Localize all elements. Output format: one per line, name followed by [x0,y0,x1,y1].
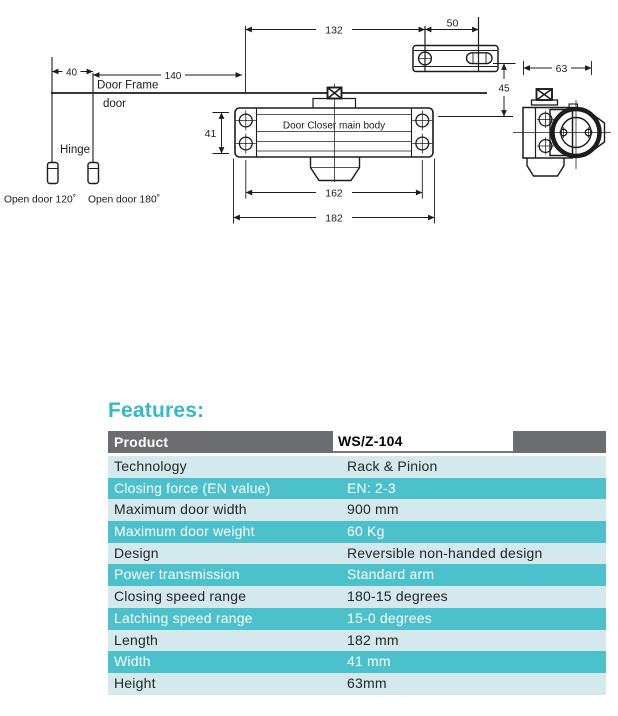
hinge-symbol-right [88,163,99,184]
row-label: Design [114,544,159,561]
row-label: Latching speed range [114,609,253,626]
side-spindle-icon [537,89,553,100]
dimension-132 [246,25,426,93]
table-row [108,456,606,478]
row-label: Maximum door width [114,501,247,518]
row-value: EN: 2-3 [347,479,396,496]
main-body-label: Door Closer main body [282,120,386,132]
dimension-41 [205,113,229,154]
row-value: 15-0 degrees [347,609,432,626]
table-row [108,651,606,673]
row-label: Height [114,674,156,691]
table-row [108,630,606,652]
table-row [108,543,606,565]
features-section [108,400,608,695]
table-header-row [108,431,606,453]
dimension-162 [246,160,422,200]
open-door-120-label: Open door 120˚ [4,194,77,206]
door-label: door [103,98,127,110]
table-row [108,499,606,521]
table-row [108,521,606,543]
body-spindle-icon [328,88,342,99]
row-label: Power transmission [114,566,240,583]
row-value: 900 mm [347,501,399,518]
dim-50-text: 50 [446,17,459,30]
mounting-holes [236,111,432,154]
dim-132-text: 132 [325,24,343,37]
row-value: 63mm [347,674,387,691]
row-label: Length [114,631,159,648]
table-row [108,673,606,695]
header-product-value: WS/Z-104 [333,431,513,453]
hinge-label: Hinge [60,144,91,156]
door-frame-label: Door Frame [97,79,159,92]
row-label: Closing speed range [114,588,247,605]
table-row [108,586,606,608]
header-filler [513,431,606,453]
row-label: Maximum door weight [114,523,255,540]
row-label: Width [114,653,151,670]
row-label: Closing force (EN value) [114,479,271,496]
row-value: 180-15 degrees [347,588,448,605]
dim-162-text: 162 [325,187,343,200]
row-value: Reversible non-handed design [347,544,543,561]
table-row [108,478,606,500]
table-row [108,564,606,586]
dimension-63 [524,61,592,75]
features-heading: Features: [108,399,205,422]
dim-63-text: 63 [555,63,568,75]
open-door-180-label: Open door 180˚ [88,194,161,206]
dim-45-text: 45 [498,83,510,95]
features-table [108,431,606,695]
dim-41-text: 41 [204,128,217,140]
header-product-label: Product [108,431,333,453]
row-value: 41 mm [347,653,391,670]
closer-side-view [513,89,611,176]
dim-140-text: 140 [164,71,182,82]
dimension-40 [52,68,93,79]
table-row [108,608,606,630]
dim-40-text: 40 [65,67,78,79]
row-value: 60 Kg [347,523,385,540]
row-label: Technology [114,458,187,474]
row-value: 182 mm [347,631,399,648]
arm-plate [413,46,498,72]
row-value: Rack & Pinion [347,458,438,474]
closer-main-body-view [235,84,433,182]
dim-182-text: 182 [325,212,343,225]
hinge-symbol-left [48,163,59,184]
row-value: Standard arm [347,566,435,583]
